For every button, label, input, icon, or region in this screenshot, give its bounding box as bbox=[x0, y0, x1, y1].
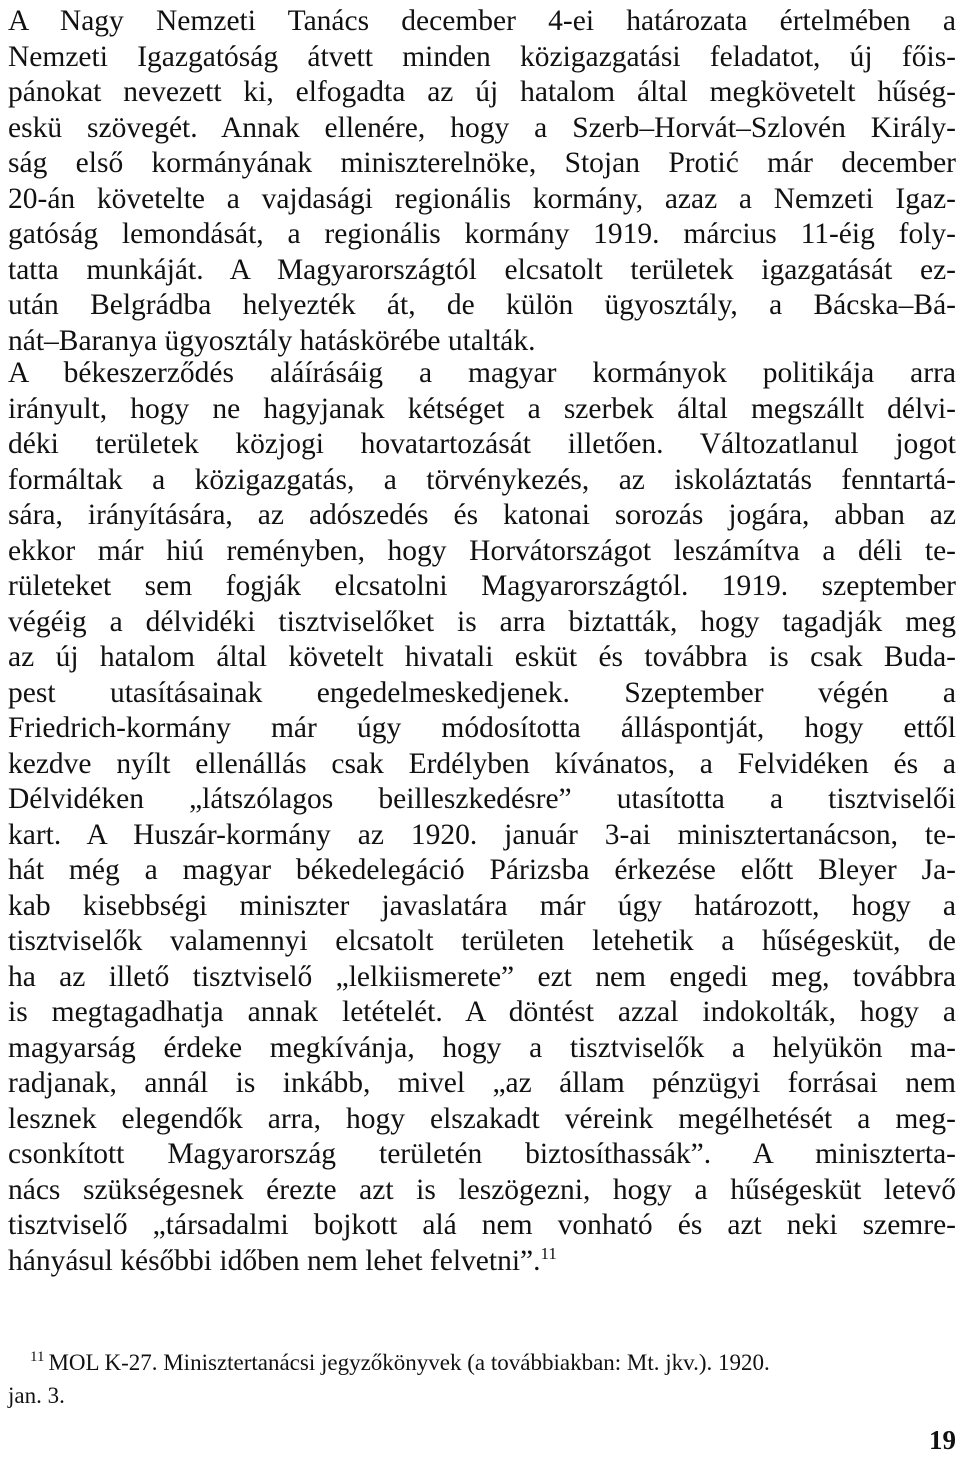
text-line: kab kisebbségi miniszter javaslatára már úgy határozott, hogy a bbox=[8, 889, 956, 922]
text-line: pest utasításainak engedelmeskedjenek. Szeptember végén a bbox=[8, 676, 956, 709]
text-line: hát még a magyar békedelegáció Párizsba érkezése előtt Bleyer Ja- bbox=[8, 854, 956, 886]
text-line: tatta munkáját. A Magyarországtól elcsatolt területek igazgatását ez- bbox=[8, 253, 956, 286]
text-line: ha az illető tisztviselő „lelkiismerete” ezt nem engedi meg, továbbra bbox=[8, 960, 956, 993]
text-line: déki területek közjogi hovatartozását illetően. Változatlanul jogot bbox=[8, 428, 956, 460]
text-line: is megtagadhatja annak letételét. A döntést azzal indokolták, hogy a bbox=[8, 996, 956, 1028]
text-line: lesznek elegendők arra, hogy elszakadt véreink megélhetését a meg- bbox=[8, 1102, 956, 1135]
text-line: ekkor már hiú reményben, hogy Horvátországot leszámítva a déli te- bbox=[8, 534, 956, 567]
text-line: gatóság lemondását, a regionális kormány 1919. március 11-éig foly- bbox=[8, 218, 956, 250]
text-line: kart. A Huszár-kormány az 1920. január 3-ai minisztertanácson, te- bbox=[8, 818, 956, 851]
text-line: után Belgrádba helyezték át, de külön ügyosztály, a Bácska–Bá- bbox=[8, 289, 956, 321]
text-line: végéig a délvidéki tisztviselőket is arra biztatták, hogy tagadják meg bbox=[8, 605, 956, 638]
page-number: 19 bbox=[929, 1425, 956, 1455]
text-line: tisztviselő „társadalmi bojkott alá nem vonható és azt neki szemre- bbox=[8, 1209, 956, 1241]
text-line: Nemzeti Igazgatóság átvett minden közigazgatási feladatot, új főis- bbox=[8, 40, 956, 73]
footnote-text: MOL K-27. Minisztertanácsi jegyzőkönyvek (a továbbiakban: Mt. jkv.). 1920. bbox=[48, 1350, 770, 1375]
paragraph-2 bbox=[8, 356, 956, 1279]
text-line: Délvidéken „látszólagos beilleszkedésre” utasította a tisztviselői bbox=[8, 783, 956, 815]
text-line: nács szükségesnek érezte azt is leszögezni, hogy a hűségesküt letevő bbox=[8, 1173, 956, 1206]
text-line: magyarság érdeke megkívánja, hogy a tisztviselők a helyükön ma- bbox=[8, 1031, 956, 1064]
paragraph-1 bbox=[8, 4, 956, 359]
text-line: az új hatalom által követelt hivatali esküt és továbbra is csak Buda- bbox=[8, 641, 956, 673]
text-line: hányásul későbbi időben nem lehet felvetni”.$^{11}$ bbox=[8, 1243, 557, 1277]
text-line: nát–Baranya ügyosztály hatáskörébe utalták. bbox=[8, 324, 536, 357]
text-line: pánokat nevezett ki, elfogadta az új hatalom által megkövetelt hűség- bbox=[8, 76, 956, 108]
footnote-mark: 11 bbox=[30, 1349, 45, 1366]
text-line: rületeket sem fogják elcsatolni Magyarországtól. 1919. szeptember bbox=[8, 570, 956, 602]
text-line: A Nagy Nemzeti Tanács december 4-ei határozata értelmében a bbox=[8, 5, 956, 37]
footnote-line-1 bbox=[8, 1346, 956, 1379]
text-line: formáltak a közigazgatás, a törvénykezés, az iskoláztatás fenntartá- bbox=[8, 463, 956, 496]
text-line: eskü szövegét. Annak ellenére, hogy a Szerb–Horvát–Szlovén Király- bbox=[8, 111, 956, 144]
footnote-line-2: jan. 3. bbox=[8, 1383, 65, 1408]
text-line: Friedrich-kormány már úgy módosította álláspontját, hogy ettől bbox=[8, 712, 956, 744]
footnote-reference[interactable]: 11 bbox=[540, 1243, 557, 1263]
text-line: kezdve nyílt ellenállás csak Erdélyben kívánatos, a Felvidéken és a bbox=[8, 747, 956, 780]
text-line: radjanak, annál is inkább, mivel „az állam pénzügyi forrásai nem bbox=[8, 1067, 956, 1099]
footnote bbox=[8, 1346, 956, 1412]
text-line: sára, irányítására, az adószedés és katonai sorozás jogára, abban az bbox=[8, 499, 956, 531]
text-line: ság első kormányának miniszterelnöke, Stojan Protić már december bbox=[8, 147, 956, 179]
text-line: A békeszerződés aláírásáig a magyar kormányok politikája arra bbox=[8, 357, 956, 389]
text-line: irányult, hogy ne hagyjanak kétséget a szerbek által megszállt délvi- bbox=[8, 392, 956, 425]
text-line: 20-án követelte a vajdasági regionális kormány, azaz a Nemzeti Igaz- bbox=[8, 182, 956, 215]
text-line: csonkított Magyarország területén biztosíthassák”. A miniszterta- bbox=[8, 1138, 956, 1170]
text-line: tisztviselők valamennyi elcsatolt területen letehetik a hűségesküt, de bbox=[8, 925, 956, 957]
